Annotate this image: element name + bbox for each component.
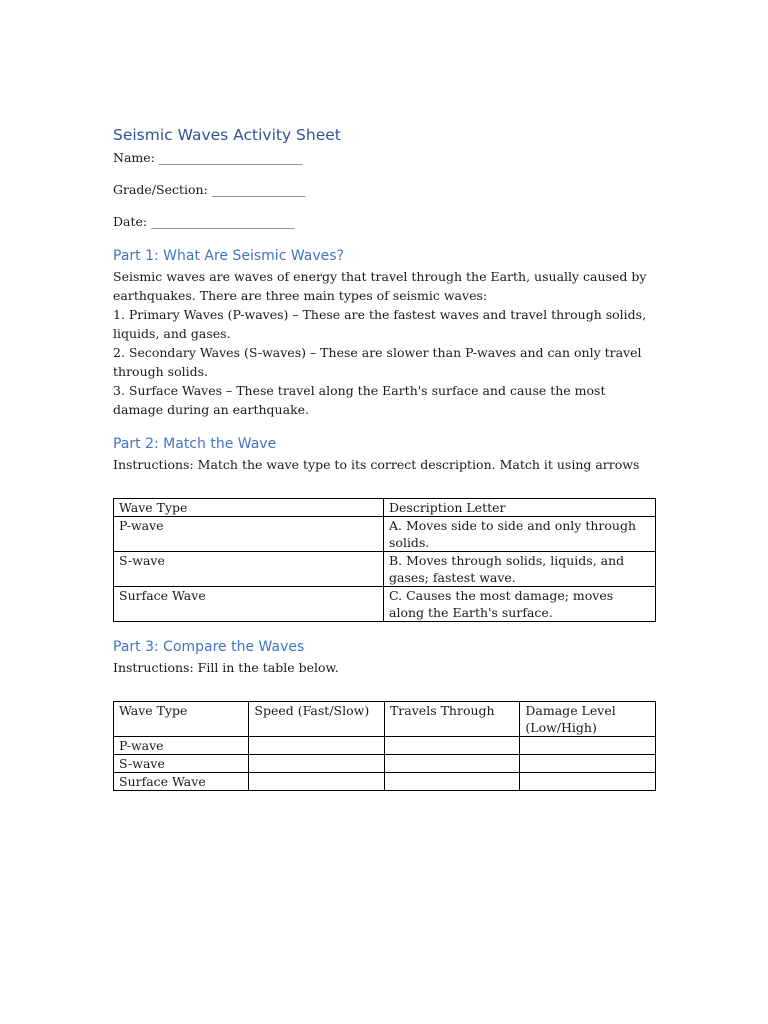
blank-cell[interactable]	[384, 755, 519, 773]
header-cell: Speed (Fast/Slow)	[249, 702, 385, 737]
part2-instructions: Instructions: Match the wave type to its correct description. Match it using arrows	[113, 457, 640, 472]
header-cell: Damage Level (Low/High)	[520, 702, 656, 737]
compare-table	[113, 701, 656, 791]
match-table	[113, 498, 656, 622]
table-cell: P-wave	[114, 737, 249, 755]
table-row	[114, 587, 656, 622]
blank-cell[interactable]	[520, 773, 656, 791]
table-cell: P-wave	[114, 517, 384, 552]
table-cell: S-wave	[114, 755, 249, 773]
document-title: Seismic Waves Activity Sheet	[113, 126, 341, 144]
header-cell: Wave Type	[114, 499, 384, 517]
header-cell: Description Letter	[384, 499, 656, 517]
table-row	[114, 552, 656, 587]
blank-cell[interactable]	[249, 755, 385, 773]
part1-heading: Part 1: What Are Seismic Waves?	[113, 248, 344, 264]
blank-cell[interactable]	[520, 737, 656, 755]
header-cell: Wave Type	[114, 702, 249, 737]
table-cell: Surface Wave	[114, 773, 249, 791]
part2-heading: Part 2: Match the Wave	[113, 436, 277, 452]
table-cell: A. Moves side to side and only through solids.	[384, 517, 656, 552]
table-cell: C. Causes the most damage; moves along the Earth's surface.	[384, 587, 656, 622]
blank-cell[interactable]	[249, 773, 385, 791]
part1-item-secondary: 2. Secondary Waves (S-waves) – These are slower than P-waves and can only travel through solids.	[113, 345, 642, 379]
table-cell: S-wave	[114, 552, 384, 587]
part1-item-primary: 1. Primary Waves (P-waves) – These are the fastest waves and travel through solids, liquids, and gases.	[113, 307, 647, 341]
table-header-row	[114, 702, 656, 737]
table-cell: B. Moves through solids, liquids, and gases; fastest wave.	[384, 552, 656, 587]
table-row	[114, 755, 656, 773]
blank-cell[interactable]	[249, 737, 385, 755]
table-row	[114, 517, 656, 552]
blank-cell[interactable]	[520, 755, 656, 773]
blank-cell[interactable]	[384, 737, 519, 755]
table-cell: Surface Wave	[114, 587, 384, 622]
part3-heading: Part 3: Compare the Waves	[113, 639, 305, 655]
blank-cell[interactable]	[384, 773, 519, 791]
table-row	[114, 737, 656, 755]
name-field: Name: _______________________	[113, 150, 303, 165]
grade-section-field: Grade/Section: _______________	[113, 182, 306, 197]
part1-item-surface: 3. Surface Waves – These travel along the Earth's surface and cause the most damage during an earthquake.	[113, 383, 606, 417]
date-field: Date: _______________________	[113, 214, 295, 229]
part1-intro: Seismic waves are waves of energy that travel through the Earth, usually caused by earthquakes. There are three main types of seismic waves:	[113, 269, 647, 303]
table-header-row	[114, 499, 656, 517]
activity-sheet	[113, 124, 658, 791]
table-row	[114, 773, 656, 791]
part3-instructions: Instructions: Fill in the table below.	[113, 660, 339, 675]
header-cell: Travels Through	[384, 702, 519, 737]
